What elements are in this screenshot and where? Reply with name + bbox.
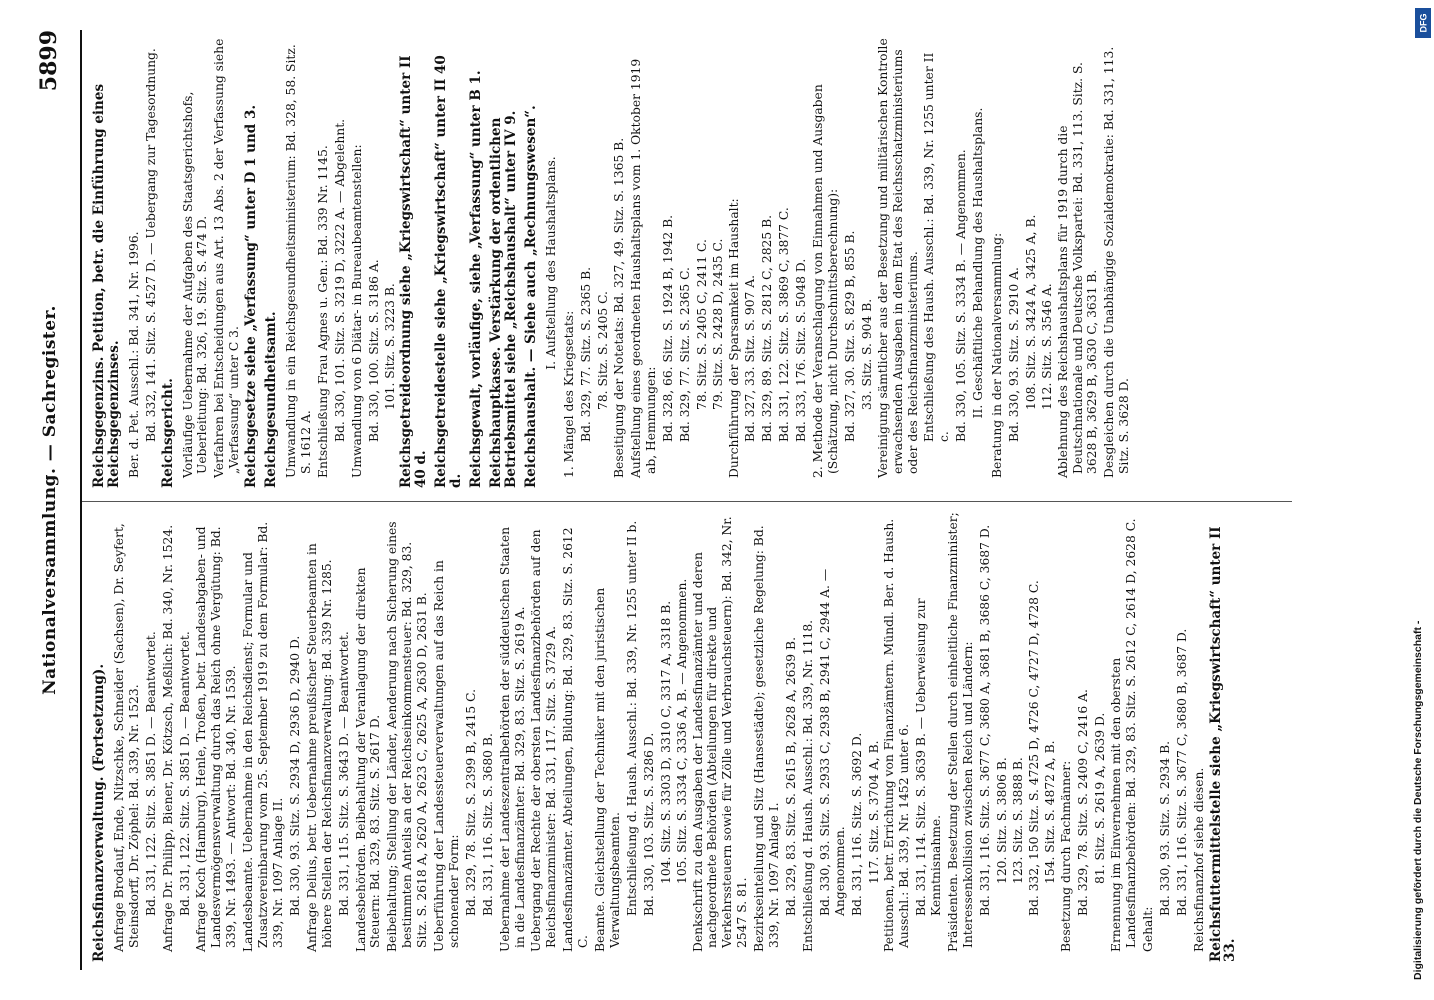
index-entry: Beibehaltung; Stellung der Länder, Aenderung nach Sicherung eines bestimmten Anteils an der Reichseinkommensteuer: Bd. 329, 83. Sitz. S. 2618 A, 2620 A, 2623 C, 2625 A, 2630 D, 2631 B. xyxy=(385,521,430,952)
index-entry: I. Aufstellung des Haushaltsplans. xyxy=(543,156,558,370)
index-entry: Bd. 331, 114. Sitz. S. 3639 B. — Ueberweisung zur Kenntnisnahme. xyxy=(914,598,944,916)
index-entry: Beamte. Gleichstellung der Techniker mit den juristischen Verwaltungsbeamten. xyxy=(593,587,622,952)
index-entry: Bd. 331, 116. Sitz. S. 3677 C, 3680 A, 3681 B, 3686 C, 3687 D. xyxy=(977,524,992,916)
index-entry: Uebergang der Rechte der obersten Landesfinanzbehörden auf den Reichsfinanzminister: Bd. 331, 117. Sitz. S. 3729 A. xyxy=(529,529,559,952)
column-divider xyxy=(82,501,1292,502)
index-entry: Bd. 331, 116. Sitz. S. 3677 C, 3680 B, 3687 D. xyxy=(1174,628,1189,916)
index-entry: Bd. 331, 115. Sitz. S. 3643 D. — Beantwortet. xyxy=(336,631,351,916)
index-entry: 2. Methode der Veranschlagung von Einnahmen und Ausgaben (Schätzung, nicht Durchschnittsberechnung): xyxy=(811,84,840,478)
index-entry: 101. Sitz. S. 3223 B. xyxy=(383,283,398,410)
index-entry: Bd. 331, 122. Sitz. S. 3851 D. — Beantwortet. xyxy=(177,631,192,916)
index-heading: Reichsgesundheitsamt. xyxy=(263,311,280,488)
index-entry: Bezirkseinteilung und Sitz (Hansestädte); gesetzliche Regelung: Bd. 339, Nr. 1097 Anlage I. xyxy=(752,525,782,952)
index-entry: Bd. 330, 101. Sitz. S. 3219 D, 3222 A. — Abgelehnt. xyxy=(332,118,347,442)
index-entry: Aufstellung eines geordneten Haushaltsplans vom 1. Oktober 1919 ab, Hemmungen: xyxy=(629,58,658,478)
index-entry: Bd. 330, 93. Sitz. S. 2910 A. xyxy=(1006,267,1021,442)
index-entry: Bd. 330, 100. Sitz. S. 3186 A. xyxy=(366,259,381,442)
index-entry: Gehalt: xyxy=(1140,906,1155,952)
index-entry: Anfrage Dr. Philipp, Biener, Dr. Kötzsch, Meßlich: Bd. 340, Nr. 1524. xyxy=(160,524,175,952)
index-entry: Bd. 331, 122. Sitz. S. 3851 D. — Beantwortet. xyxy=(143,631,158,916)
index-entry: Vorläufige Uebernahme der Aufgaben des Staatsgerichtshofs, Ueberleitung: Bd. 326, 19. Sitz. S. 474 D. xyxy=(180,91,210,478)
index-entry: Bd. 331, 116. Sitz. S. 3692 D. xyxy=(849,732,864,916)
index-entry: Ueberführung der Landessteuerverwaltungen auf das Reich in schonender Form: xyxy=(432,560,461,952)
page-number: 5899 xyxy=(36,30,62,92)
index-entry: Reichsfinanzhof siehe diesen. xyxy=(1191,767,1206,952)
index-entry: Landesbeamte. Uebernahme in den Reichsdienst; Formular und Zusatzvereinbarung vom 25. September 1919 zu dem Formular: Bd. 339, Nr. 1097 Anlage II. xyxy=(241,521,285,952)
index-entry: 33. Sitz. S. 904 B. xyxy=(859,298,874,410)
index-heading: Reichsfuttermittelstelle siehe „Kriegswirtschaft“ unter II 33. xyxy=(1207,526,1239,962)
index-entry: Bd. 332, 141. Sitz. S. 4527 D. — Uebergang zur Tagesordnung. xyxy=(143,48,158,442)
index-entry: Bd. 330, 93. Sitz. S. 2934 D, 2936 D, 2940 D. xyxy=(287,635,302,916)
index-entry: Ber. d. Pet. Ausschl.: Bd. 341, Nr. 1996. xyxy=(126,231,141,478)
index-entry: 78. Sitz. S. 2405 C, 2411 C. xyxy=(694,239,709,410)
left-column xyxy=(92,512,1243,962)
dfg-logo xyxy=(1415,8,1431,38)
index-entry: Bd. 329, 83. Sitz. S. 2615 B, 2628 A, 2639 B. xyxy=(783,637,798,916)
index-entry: Anfrage Delius, betr. Uebernahme preußischer Steuerbeamten in höhere Stellen der Reichsfinanzverwaltung: Bd. 339 Nr. 1285. xyxy=(304,543,334,952)
index-entry: 104. Sitz. S. 3303 D, 3310 C, 3317 A, 3318 B. xyxy=(658,600,673,884)
index-heading: Reichsgewalt, vorläufige, siehe „Verfassung“ unter B 1. xyxy=(467,70,484,488)
index-entry: 78. Sitz. S. 2405 C. xyxy=(596,291,611,410)
index-entry: Bd. 330, 93. Sitz. S. 2934 B. xyxy=(1157,740,1172,916)
index-entry: Beratung in der Nationalversammlung: xyxy=(990,232,1005,478)
index-entry: 81. Sitz. S. 2619 A, 2639 D. xyxy=(1093,712,1108,884)
index-heading: Reichsgegenzins. Petition, betr. die Einführung eines Reichsgegenzinses. xyxy=(91,83,122,488)
index-entry: 108. Sitz. S. 3424 A, 3425 A, B. xyxy=(1023,214,1038,410)
index-entry: Verfahren bei Entscheidungen aus Art. 13 Abs. 2 der Verfassung siehe „Verfassung“ unter C 3. xyxy=(212,38,242,478)
digitization-credit: Digitalisierung gefördert durch die Deutsche Forschungsgemeinschaft - xyxy=(1412,620,1424,980)
right-column xyxy=(92,38,1134,488)
index-entry: Bd. 329, 78. Sitz. S. 2399 B, 2415 C. xyxy=(463,688,478,916)
index-entry: Bd. 327, 33. Sitz. S. 907 A. xyxy=(743,274,758,442)
index-entry: Umwandlung in ein Reichsgesundheitsministerium: Bd. 328, 58. Sitz. S. 1612 A. xyxy=(283,44,313,478)
index-entry: Anfrage Brodauf, Ende, Nitzschke, Schneider (Sachsen), Dr. Seyfert, Steinsdorff, Dr. Zöphel: Bd. 339, Nr. 1523. xyxy=(111,523,141,952)
index-heading: Reichshaushalt. — Siehe auch „Rechnungswesen“. xyxy=(522,105,539,488)
page-title: Nationalversammlung. — Sachregister. xyxy=(40,305,60,695)
index-entry: Bd. 329, 77. Sitz. S. 2365 C. xyxy=(677,267,692,442)
index-heading: Reichsgetreidestelle siehe „Kriegswirtschaft“ unter II 40 d. xyxy=(433,55,465,488)
index-entry: Ernennung im Einvernehmen mit den obersten Landesfinanzbehörden: Bd. 329, 83. Sitz. S. 2612 C, 2614 D, 2628 C. xyxy=(1109,518,1138,952)
index-entry: Präsidenten. Besetzung der Stellen durch einheitliche Finanzminister; Interessenkollision zwischen Reich und Ländern: xyxy=(946,512,975,952)
index-entry: Bd. 327, 30. Sitz. S. 829 B, 855 B. xyxy=(842,230,857,442)
index-heading: Reichsgericht. xyxy=(159,378,176,488)
index-entry: Anfrage Koch (Hamburg), Henle, Troßen, betr. Landesabgaben- und Landesvermögensverwaltung durch das Reich ohne Vergütung: Bd. 339, Nr. 1493. — Antwort: Bd. 340, Nr. 1539. xyxy=(194,526,239,952)
index-heading: Reichsgesetze siehe „Verfassung“ unter D 1 und 3. xyxy=(243,104,260,488)
index-heading: Reichsfinanzverwaltung. (Fortsetzung). xyxy=(91,663,107,962)
index-entry: 1. Mängel des Kriegsetats: xyxy=(562,310,577,478)
index-entry: 123. Sitz. S. 3888 B. xyxy=(1010,757,1025,884)
index-heading: Reichshauptkasse. Verstärkung der ordentlichen Betriebsmittel siehe „Reichshaushalt“ unter IV 9. xyxy=(487,110,519,488)
index-entry: 120. Sitz. S. 3806 B. xyxy=(994,757,1009,884)
index-entry: Bd. 328, 66. Sitz. S. 1924 B, 1942 B. xyxy=(660,214,675,442)
index-entry: Bd. 330, 105. Sitz. S. 3334 B. — Angenommen. xyxy=(954,149,969,442)
index-entry: Umwandlung von 6 Diätar- in Bureaubeamtenstellen: xyxy=(349,144,364,478)
index-entry: Bd. 329, 89. Sitz. S. 2812 C, 2825 B. xyxy=(760,214,775,442)
index-entry: Bd. 332, 150 Sitz. S. 4725 D, 4726 C, 4727 D, 4728 C. xyxy=(1026,580,1041,916)
index-entry: Bd. 331, 116. Sitz. S. 3680 B. xyxy=(480,733,495,916)
index-entry: 154. Sitz. S. 4872 A, B. xyxy=(1043,740,1058,884)
index-heading: Reichsgetreideordnung siehe „Kriegswirtschaft“ unter II 40 d. xyxy=(398,55,430,488)
index-entry: Bd. 329, 77. Sitz. S. 2365 B. xyxy=(579,266,594,442)
index-entry: Petitionen, betr. Errichtung von Finanzämtern. Mündl. Ber. d. Haush. Ausschl.: Bd. 339, Nr. 1452 unter 6. xyxy=(882,518,912,952)
header-rule xyxy=(80,30,82,970)
index-entry: Entschließung d. Haush. Ausschl.: Bd. 339, Nr. 1255 unter II b. xyxy=(624,520,639,916)
index-entry: Landesbehörden. Beibehaltung der Veranlagung der direkten Steuern: Bd. 329, 83. Sitz. S. 2617 D. xyxy=(353,567,383,952)
index-entry: Uebernahme der Landeszentralbehörden der süddeutschen Staaten in die Landesfinanzämter: Bd. 329, 83. Sitz. S. 2619 A. xyxy=(497,526,527,952)
index-entry: Bd. 330, 103. Sitz. S. 3286 D. xyxy=(641,732,656,916)
index-entry: Entschließung des Haush. Ausschl.: Bd. 339, Nr. 1255 unter II c. xyxy=(922,52,952,442)
index-entry: Entschließung d. Haush. Ausschl.: Bd. 339, Nr. 1118. xyxy=(800,619,815,952)
dfg-logo-text: DFG xyxy=(1418,13,1428,33)
index-entry: Ablehnung des Reichshaushaltsplans für 1919 durch die Deutschnationale und Deutsche Volkspartei: Bd. 331, 113. Sitz. S. 3628 B, 3629 B, 3630 C, 3631 B. xyxy=(1055,62,1100,478)
index-entry: 79. Sitz. S. 2428 D, 2435 C. xyxy=(710,238,725,410)
page-header xyxy=(18,30,78,970)
index-entry: Beseitigung der Notetats: Bd. 327, 49. Sitz. S. 1365 B. xyxy=(612,137,627,478)
index-entry: Durchführung der Sparsamkeit im Haushalt: xyxy=(726,198,741,478)
index-entry: 112. Sitz. S. 3546 A. xyxy=(1039,283,1054,410)
index-entry: Bd. 331, 122. Sitz. S. 3869 C, 3877 C. xyxy=(777,207,792,442)
index-entry: Besetzung durch Fachmänner: xyxy=(1059,760,1074,952)
index-entry: Denkschrift zu den Ausgaben der Landesfinanzämter und deren nachgeordnete Behörden (Abteilungen für direkte und Verkehrssteuern sowie für Zölle und Verbrauchsteuern): Bd. 342, Nr. 2547 S. 81. xyxy=(690,516,750,952)
index-entry: Vereinigung sämtlicher aus der Besetzung und militärischen Kontrolle erwachsenden Ausgaben in dem Etat des Reichsschatzministeriums oder des Reichsfinanzministeriums. xyxy=(875,38,920,478)
index-entry: II. Geschäftliche Behandlung des Haushaltsplans. xyxy=(971,107,986,419)
index-entry: Bd. 329, 78. Sitz. S. 2409 C, 2416 A. xyxy=(1076,689,1091,916)
index-entry: 117. Sitz. S. 3704 A, B. xyxy=(866,740,881,884)
index-entry: Entschließung Frau Agnes u. Gen.: Bd. 339 Nr. 1145. xyxy=(315,145,330,478)
index-entry: 105. Sitz. S. 3334 C, 3336 A, B. — Angenommen. xyxy=(674,578,689,884)
index-entry: Desgleichen durch die Unabhängige Sozialdemokratie: Bd. 331, 113. Sitz. S. 3628 D. xyxy=(1102,46,1132,478)
index-entry: Bd. 330, 93. Sitz. S. 2933 C, 2938 B, 2941 C, 2944 A. — Angenommen. xyxy=(817,568,847,916)
digitization-sidebar xyxy=(1411,0,1434,1000)
index-entry: Bd. 333, 176. Sitz. S. 5048 D. xyxy=(794,258,809,442)
index-entry: Landesfinanzämter. Abteilungen, Bildung: Bd. 329, 83. Sitz. S. 2612 C. xyxy=(561,527,591,952)
